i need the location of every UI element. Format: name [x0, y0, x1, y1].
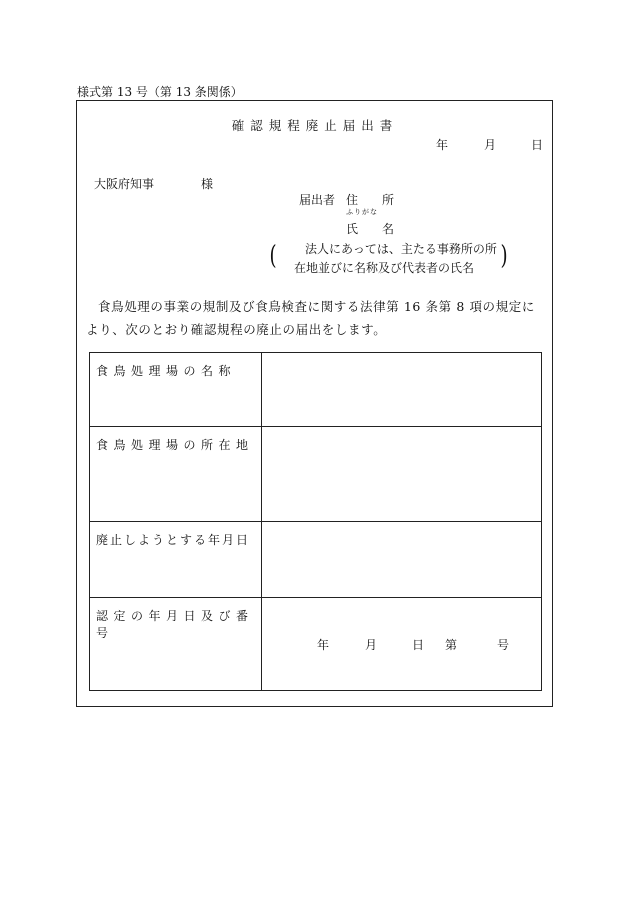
body-text: 食鳥処理の事業の規制及び食鳥検査に関する法律第 16 条第 8 項の規定により、次のとおり確認規程の廃止の届出をします。: [86, 299, 535, 337]
date-year-label: 年: [436, 138, 449, 152]
table-row: [90, 598, 542, 691]
row-label-certification: 認定の年月日及び番号: [90, 598, 262, 691]
right-bracket: ): [500, 241, 508, 271]
details-table: [89, 352, 542, 691]
cert-dai-label: 第: [445, 638, 458, 652]
name-label: 氏 名: [346, 222, 395, 236]
date-day-label: 日: [531, 138, 544, 152]
row-label-facility-address: 食鳥処理場の所在地: [90, 427, 262, 522]
honorific: 様: [201, 177, 214, 191]
cert-go-label: 号: [497, 638, 510, 652]
corporate-note-line1: 法人にあっては、主たる事務所の所: [305, 242, 497, 256]
row-label-facility-name: 食鳥処理場の名称: [90, 353, 262, 427]
facility-address-field[interactable]: [262, 427, 542, 522]
document-title: 確認規程廃止届出書: [231, 118, 399, 133]
left-bracket: (: [269, 241, 277, 271]
table-row: [90, 522, 542, 598]
corporate-note-line2: 在地並びに名称及び代表者の氏名: [294, 261, 475, 275]
form-number: 様式第 13 号（第 13 条関係）: [77, 85, 243, 99]
row-label-abolition-date: 廃止しようとする年月日: [90, 522, 262, 598]
cert-month-label: 月: [365, 638, 378, 652]
cert-year-label: 年: [317, 638, 330, 652]
facility-name-field[interactable]: [262, 353, 542, 427]
table-row: [90, 427, 542, 522]
addressee: 大阪府知事: [94, 177, 155, 191]
applicant-label: 届出者: [299, 193, 336, 207]
abolition-date-field[interactable]: [262, 522, 542, 598]
date-month-label: 月: [484, 138, 497, 152]
cert-day-label: 日: [412, 638, 425, 652]
table-row: [90, 353, 542, 427]
address-label: 住 所: [346, 193, 395, 207]
certification-field[interactable]: [262, 598, 542, 691]
furigana-label: ふりがな: [346, 208, 378, 216]
